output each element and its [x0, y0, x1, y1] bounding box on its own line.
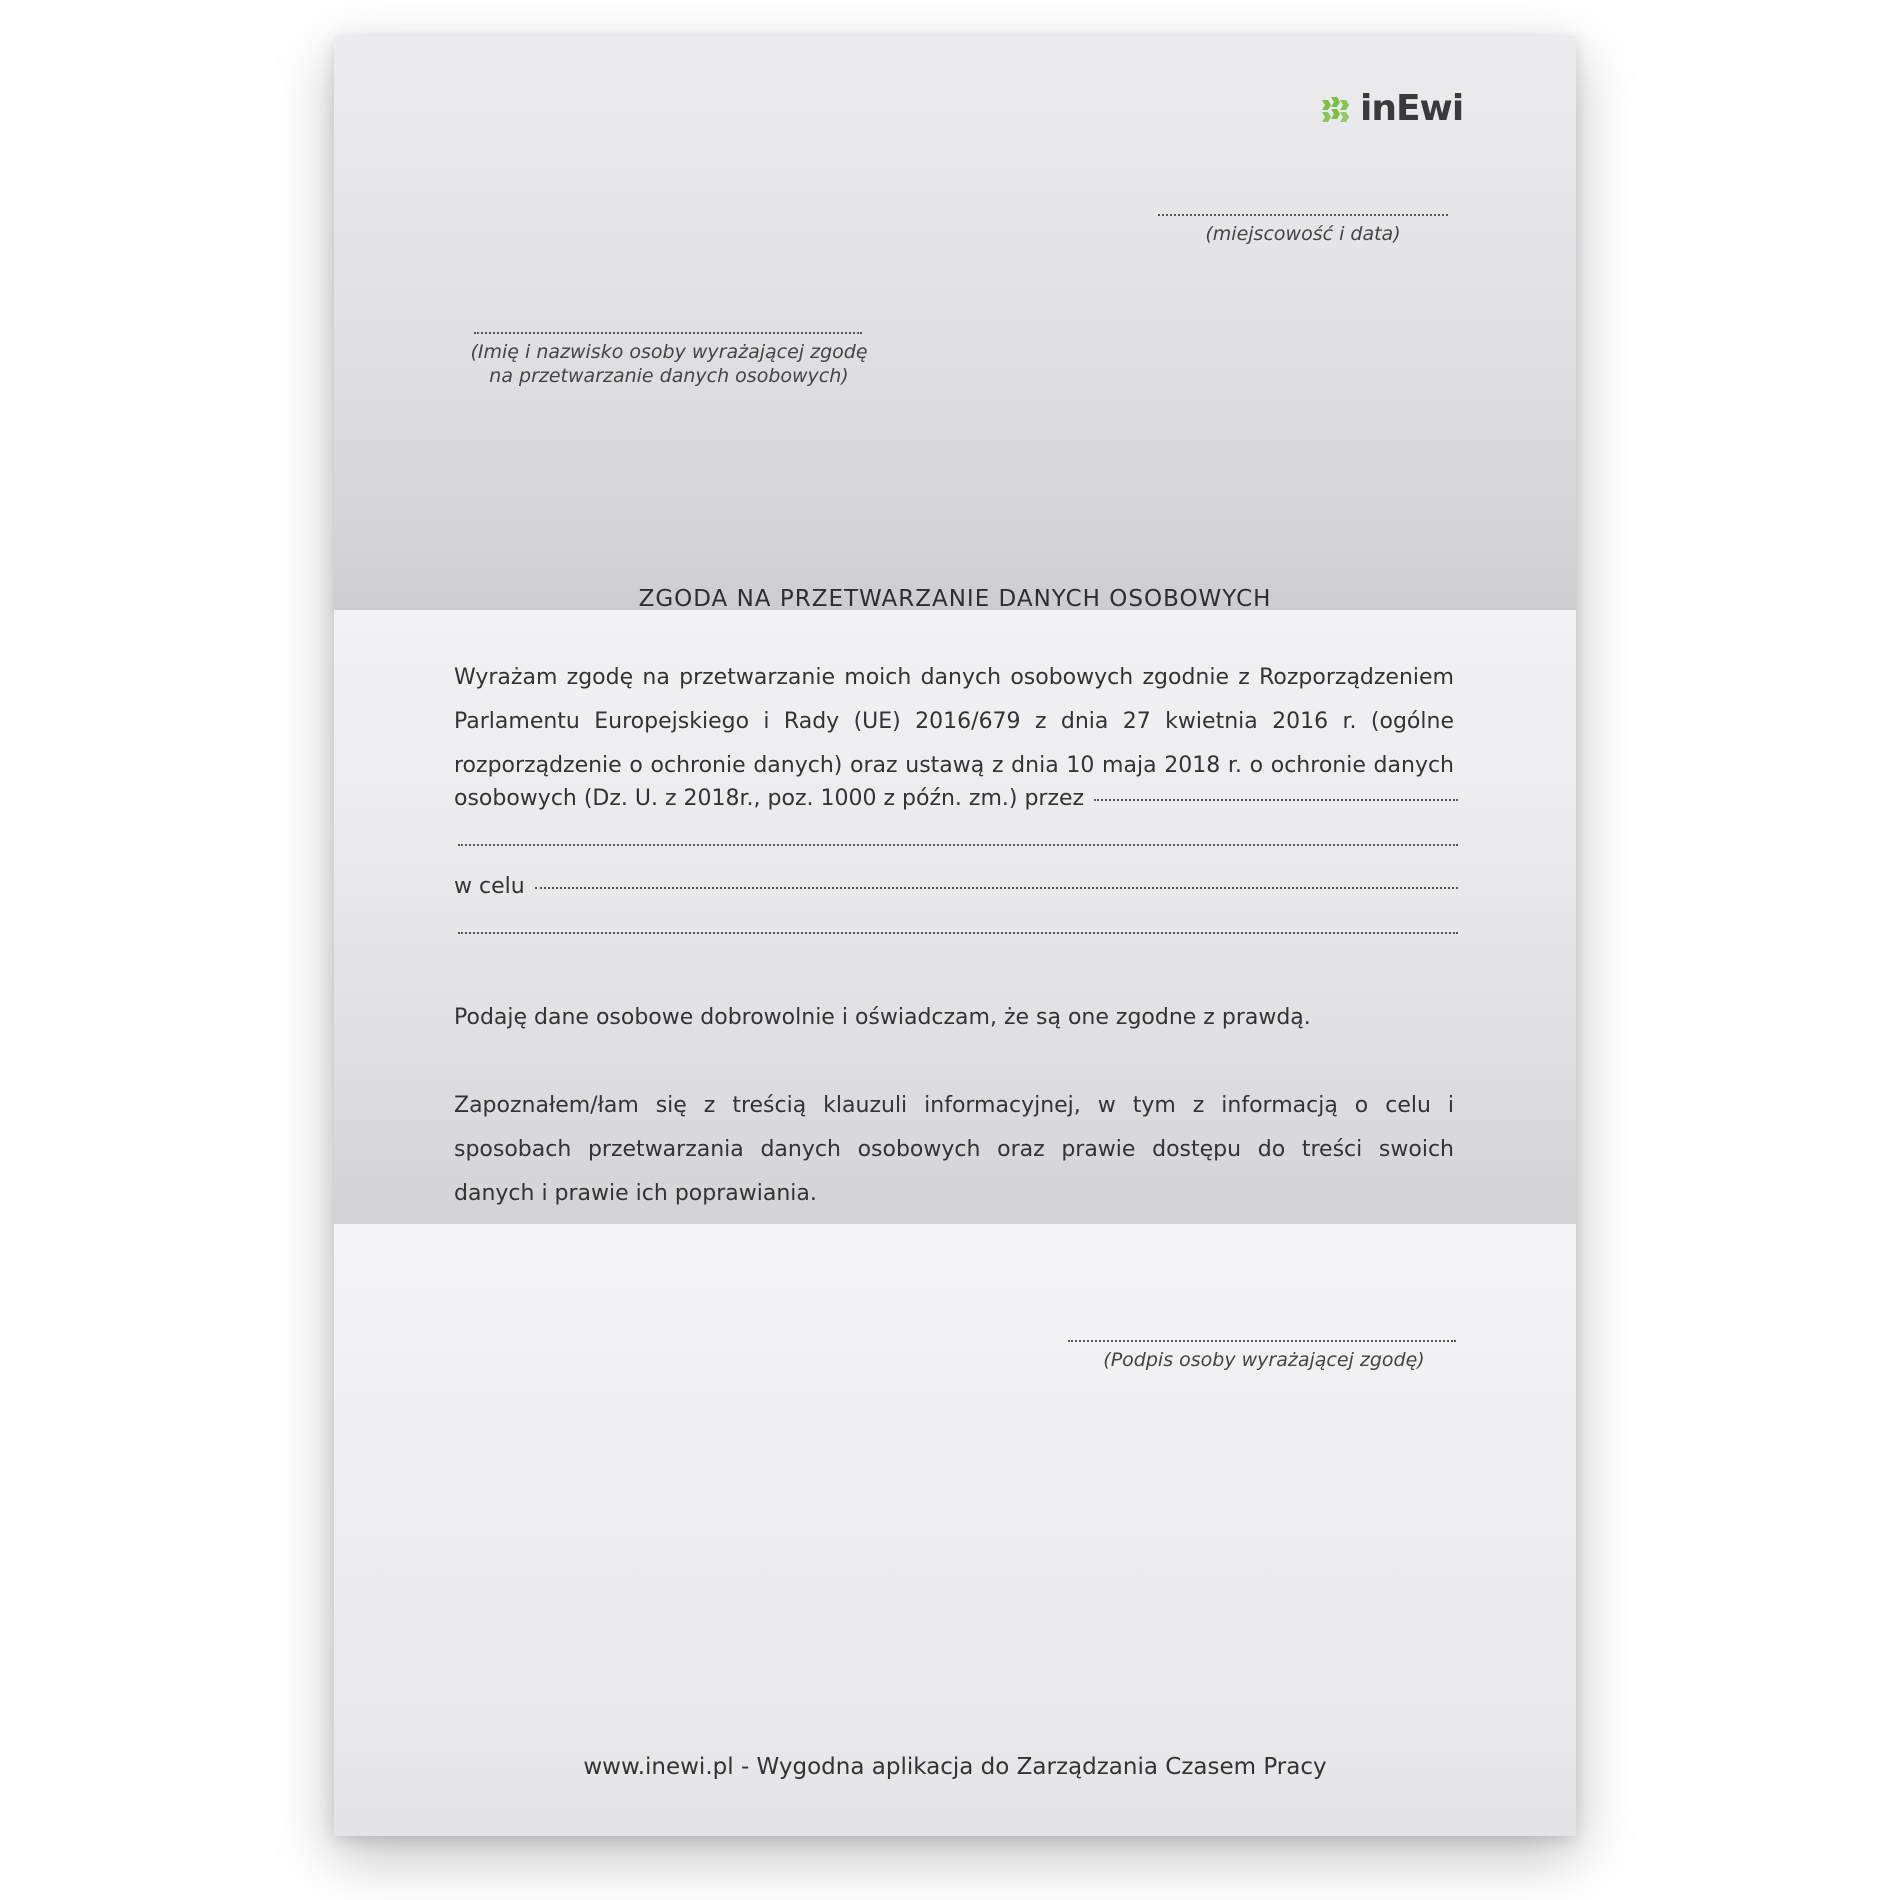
name-field-line	[474, 332, 862, 334]
consent-last-line: osobowych (Dz. U. z 2018r., poz. 1000 z późn. zm.) przez	[454, 786, 1085, 811]
name-caption-line2: na przetwarzanie danych osobowych)	[489, 365, 849, 387]
purpose-field-line	[535, 887, 1458, 889]
signature-caption: (Podpis osoby wyrażającej zgodę)	[1103, 1349, 1425, 1371]
document-title: ZGODA NA PRZETWARZANIE DANYCH OSOBOWYCH	[638, 586, 1272, 612]
purpose-field-line-2	[458, 932, 1458, 934]
consent-by-row	[454, 786, 1458, 811]
purpose-row	[454, 874, 1458, 899]
footer-tagline: www.inewi.pl - Wygodna aplikacja do Zarządzania Czasem Pracy	[583, 1754, 1327, 1780]
place-date-field-line	[1158, 214, 1448, 216]
name-caption-line1: (Imię i nazwisko osoby wyrażającej zgodę	[470, 341, 868, 363]
information-clause-statement: Zapoznałem/łam się z treścią klauzuli informacyjnej, w tym z informacją o celu i sposobach przetwarzania danych osobowych oraz prawie dostępu do treści swoich danych i prawie ich poprawiania.	[454, 1093, 1454, 1206]
paper-fold-bottom	[334, 1224, 1576, 1836]
purpose-label: w celu	[454, 874, 525, 899]
voluntary-statement: Podaję dane osobowe dobrowolnie i oświadczam, że są one zgodne z prawdą.	[454, 1005, 1311, 1030]
controller-field-line	[1094, 799, 1458, 801]
place-date-caption: (miejscowość i data)	[1205, 223, 1401, 245]
logo-wordmark: inEwi	[1360, 88, 1464, 129]
consent-form-paper	[334, 36, 1576, 1836]
signature-field-line	[1068, 1340, 1456, 1342]
inewi-logo	[1320, 88, 1463, 129]
inewi-logo-icon	[1320, 92, 1354, 126]
controller-field-line-2	[458, 844, 1458, 846]
consent-paragraph: Wyrażam zgodę na przetwarzanie moich danych osobowych zgodnie z Rozporządzeniem Parlamentu Europejskiego i Rady (UE) 2016/679 z dnia 27 kwietnia 2016 r. (ogólne rozporządzenie o ochronie danych) oraz ustawą z dnia 10 maja 2018 r. o ochronie danych	[454, 665, 1454, 778]
